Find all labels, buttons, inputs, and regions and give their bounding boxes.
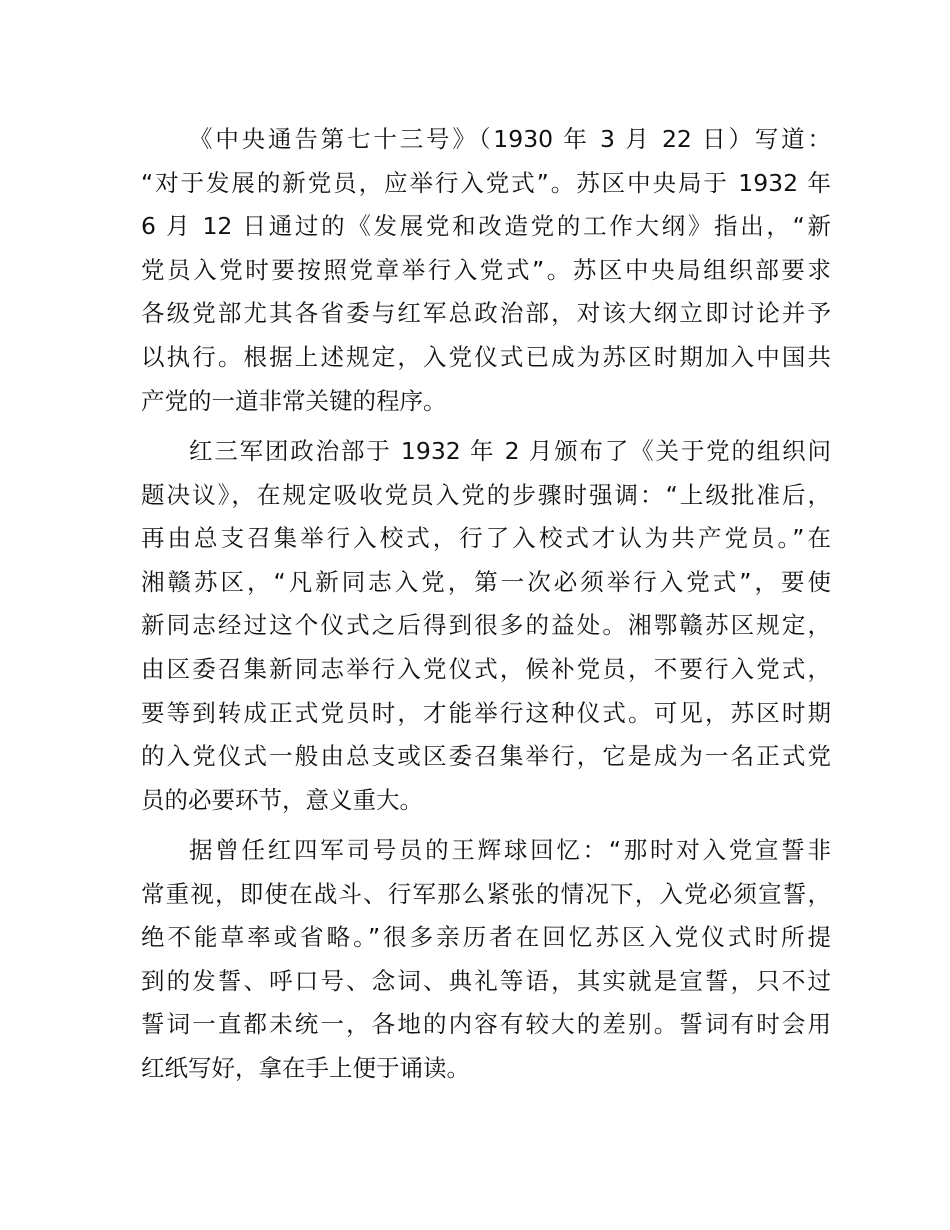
text-line: 再由总支召集举行入校式，行了入校式才认为共产党员。”在 [141,524,831,553]
paragraph-3 [141,829,831,1091]
paragraph-2 [141,430,831,822]
text-line: 的入党仪式一般由总支或区委召集举行，它是成为一名正式党 [141,742,831,771]
text-line: 题决议》，在规定吸收党员入党的步骤时强调：“上级批准后， [141,480,831,509]
text-line: 要等到转成正式党员时，才能举行这种仪式。可见，苏区时期 [141,698,831,727]
text-line: 产党的一道非常关键的程序。 [141,386,447,415]
text-line: 绝不能草率或省略。”很多亲历者在回忆苏区入党仪式时所提 [141,923,831,952]
text-line: 以执行。根据上述规定，入党仪式已成为苏区时期加入中国共 [141,342,831,371]
text-line: “对于发展的新党员，应举行入党式”。苏区中央局于 1932 年 [141,168,831,197]
text-line: 据曾任红四军司号员的王辉球回忆：“那时对入党宣誓非 [189,836,831,864]
text-line: 由区委召集新同志举行入党仪式，候补党员，不要行入党式， [141,654,831,683]
text-line: 新同志经过这个仪式之后得到很多的益处。湘鄂赣苏区规定， [141,611,831,640]
text-line: 党员入党时要按照党章举行入党式”。苏区中央局组织部要求 [141,255,831,284]
text-line: 誓词一直都未统一，各地的内容有较大的差别。誓词有时会用 [141,1010,831,1039]
paragraph-1 [141,118,831,423]
text-line: 常重视，即使在战斗、行军那么紧张的情况下，入党必须宣誓， [141,879,831,908]
text-line: 红纸写好，拿在手上便于诵读。 [141,1053,470,1082]
text-line: 员的必要环节，意义重大。 [141,785,423,814]
text-line: 各级党部尤其各省委与红军总政治部，对该大纲立即讨论并予 [141,299,831,328]
text-line: 红三军团政治部于 1932 年 2 月颁布了《关于党的组织问 [189,437,831,465]
text-line: 湘赣苏区，“凡新同志入党，第一次必须举行入党式”，要使 [141,567,831,596]
text-line: 6 月 12 日通过的《发展党和改造党的工作大纲》指出，“新 [141,212,831,241]
text-line: 《中央通告第七十三号》（1930 年 3 月 22 日）写道： [189,125,831,153]
text-line: 到的发誓、呼口号、念词、典礼等语，其实就是宣誓，只不过 [141,966,831,995]
